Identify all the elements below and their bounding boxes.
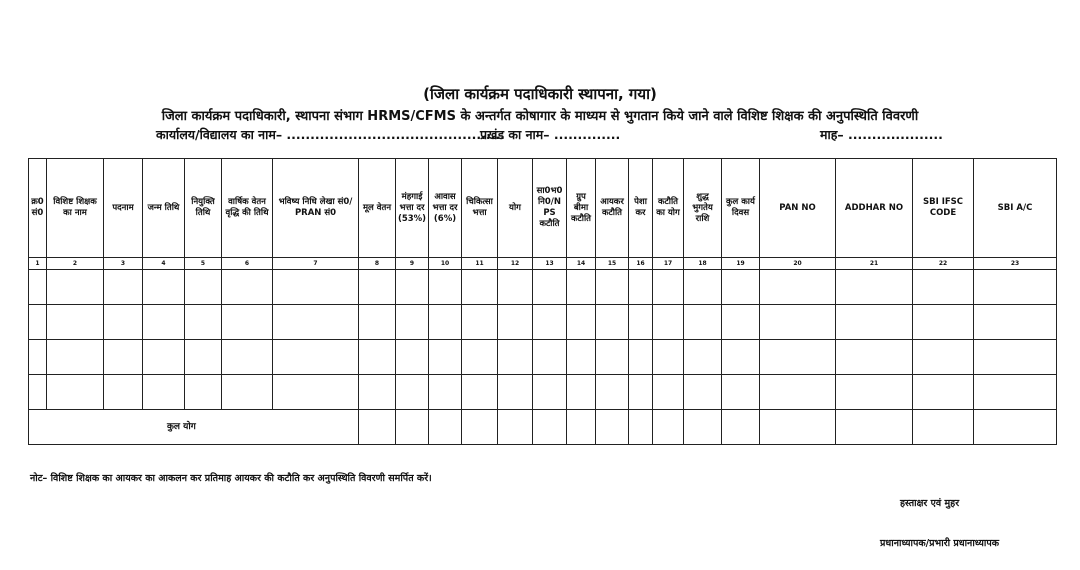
col-header-net-payable: शुद्ध भुगतेय राशि [684,159,722,258]
table-cell[interactable] [143,375,185,410]
col-header-basic-pay: मूल वेतन [359,159,396,258]
table-cell[interactable] [104,375,143,410]
column-number-row [29,258,1057,270]
col-header-hra: आवास भत्ता दर (6%) [429,159,462,258]
table-cell[interactable] [359,305,396,340]
office-name-field: कार्यालय/विद्यालय का नाम– .............................................. [156,127,505,142]
table-cell[interactable] [104,270,143,305]
col-header-birth-date: जन्म तिथि [143,159,185,258]
col-header-account: SBI A/C [974,159,1057,258]
table-cell[interactable] [29,305,47,340]
col-header-group-insurance: ग्रुप बीमा कटौति [567,159,596,258]
col-number: 3 [104,258,143,270]
table-cell[interactable] [47,340,104,375]
form-subtitle: जिला कार्यक्रम पदाधिकारी, स्थापना संभाग HRMS/CFMS के अन्तर्गत कोषागार के माध्यम से भुगतान किये जाने वाले विशिष्ट शिक्षक की अनुपस्थिति विवरणी [161,109,919,124]
table-cell[interactable] [462,375,498,410]
table-cell[interactable] [596,340,629,375]
table-cell[interactable] [596,375,629,410]
month-field: माह– .................... [820,127,943,142]
table-cell[interactable] [836,305,913,340]
table-cell[interactable] [760,340,836,375]
table-cell[interactable] [273,340,359,375]
table-cell[interactable] [629,375,653,410]
table-cell[interactable] [567,375,596,410]
table-cell[interactable] [974,270,1057,305]
table-cell[interactable] [185,375,222,410]
footer-note: नोट– विशिष्ट शिक्षक का आयकर का आकलन कर प्रतिमाह आयकर की कटौति कर अनुपस्थिति विवरणी समर्पित करें। [30,473,432,484]
table-cell[interactable] [462,305,498,340]
table-cell[interactable] [533,340,567,375]
table-cell[interactable] [359,375,396,410]
table-cell[interactable] [273,375,359,410]
table-cell[interactable] [462,270,498,305]
designation-label: प्रधानाध्यापक/प्रभारी प्रधानाध्यापक [880,538,1000,549]
col-number: 15 [596,258,629,270]
table-cell[interactable] [913,305,974,340]
table-cell[interactable] [836,375,913,410]
table-cell[interactable] [498,375,533,410]
table-cell[interactable] [684,305,722,340]
table-cell[interactable] [185,305,222,340]
col-number: 10 [429,258,462,270]
col-header-ifsc: SBI IFSC CODE [913,159,974,258]
col-header-pan: PAN NO [760,159,836,258]
col-number: 7 [273,258,359,270]
table-cell[interactable] [143,340,185,375]
table-cell[interactable] [596,270,629,305]
table-cell[interactable] [684,375,722,410]
table-cell[interactable] [913,270,974,305]
col-number: 4 [143,258,185,270]
table-cell[interactable] [629,410,653,445]
table-row [29,340,1057,375]
table-cell[interactable] [836,410,913,445]
col-header-appointment-date: नियुक्ति तिथि [185,159,222,258]
table-cell[interactable] [396,375,429,410]
block-name-field: प्रखंड का नाम– .............. [480,127,621,142]
table-cell[interactable] [722,375,760,410]
table-cell[interactable] [760,375,836,410]
col-number: 9 [396,258,429,270]
table-cell[interactable] [498,410,533,445]
table-cell[interactable] [684,340,722,375]
col-header-teacher-name: विशिष्ट शिक्षक का नाम [47,159,104,258]
col-number: 18 [684,258,722,270]
col-number: 5 [185,258,222,270]
table-cell[interactable] [222,340,273,375]
table-cell[interactable] [567,410,596,445]
col-number: 2 [47,258,104,270]
table-cell[interactable] [974,340,1057,375]
table-cell[interactable] [836,270,913,305]
total-label: कुल योग [29,410,359,445]
col-number: 22 [913,258,974,270]
col-header-deduction-total: कटौति का योग [653,159,684,258]
table-cell[interactable] [722,340,760,375]
table-cell[interactable] [974,410,1057,445]
table-row [29,375,1057,410]
col-number: 21 [836,258,913,270]
table-cell[interactable] [359,340,396,375]
table-cell[interactable] [143,305,185,340]
table-cell[interactable] [722,305,760,340]
signature-label: हस्ताक्षर एवं मुहर [900,498,960,509]
col-header-total: योग [498,159,533,258]
table-cell[interactable] [104,305,143,340]
table-cell[interactable] [533,410,567,445]
table-cell[interactable] [974,305,1057,340]
col-number: 16 [629,258,653,270]
table-cell[interactable] [498,340,533,375]
table-cell[interactable] [913,340,974,375]
table-cell[interactable] [974,375,1057,410]
table-cell[interactable] [462,340,498,375]
table-cell[interactable] [498,270,533,305]
table-cell[interactable] [185,270,222,305]
col-number: 23 [974,258,1057,270]
col-number: 11 [462,258,498,270]
table-cell[interactable] [222,375,273,410]
table-cell[interactable] [429,410,462,445]
col-header-da: मंहगाई भत्ता दर (53%) [396,159,429,258]
col-number: 17 [653,258,684,270]
table-cell[interactable] [47,270,104,305]
table-cell[interactable] [567,270,596,305]
col-number: 1 [29,258,47,270]
table-cell[interactable] [533,270,567,305]
col-number: 14 [567,258,596,270]
table-cell[interactable] [533,305,567,340]
table-cell[interactable] [396,340,429,375]
header-row [29,159,1057,258]
table-cell[interactable] [143,270,185,305]
table-cell[interactable] [185,340,222,375]
table-cell[interactable] [653,375,684,410]
table-cell[interactable] [359,410,396,445]
table-cell[interactable] [104,340,143,375]
table-cell[interactable] [722,410,760,445]
table-cell[interactable] [47,375,104,410]
col-header-working-days: कुल कार्य दिवस [722,159,760,258]
table-row [29,270,1057,305]
col-header-aadhar: ADDHAR NO [836,159,913,258]
table-cell[interactable] [429,375,462,410]
absence-statement-table [28,158,1057,445]
table-cell[interactable] [222,270,273,305]
col-header-medical: चिकित्सा भत्ता [462,159,498,258]
table-cell[interactable] [836,340,913,375]
col-number: 6 [222,258,273,270]
col-number: 8 [359,258,396,270]
table-cell[interactable] [273,270,359,305]
table-cell[interactable] [596,305,629,340]
table-cell[interactable] [760,305,836,340]
table-cell[interactable] [684,410,722,445]
table-cell[interactable] [567,340,596,375]
col-number: 13 [533,258,567,270]
table-cell[interactable] [29,270,47,305]
table-cell[interactable] [533,375,567,410]
table-cell[interactable] [722,270,760,305]
table-cell[interactable] [396,270,429,305]
table-cell[interactable] [396,305,429,340]
table-cell[interactable] [684,270,722,305]
table-cell[interactable] [462,410,498,445]
table-cell[interactable] [653,305,684,340]
table-cell[interactable] [760,270,836,305]
col-header-professional-tax: पेशा कर [629,159,653,258]
table-cell[interactable] [567,305,596,340]
col-header-designation: पदनाम [104,159,143,258]
col-header-pf-pran: भविष्य निधि लेखा सं0/ PRAN सं0 [273,159,359,258]
table-cell[interactable] [429,340,462,375]
table-cell[interactable] [498,305,533,340]
col-header-nps: सा0भ0 नि0/N PS कटौति [533,159,567,258]
table-cell[interactable] [429,270,462,305]
col-header-income-tax: आयकर कटौति [596,159,629,258]
table-cell[interactable] [760,410,836,445]
table-cell[interactable] [222,305,273,340]
col-header-serial: क्र0 सं0 [29,159,47,258]
table-cell[interactable] [913,375,974,410]
col-header-increment-date: वार्षिक वेतन वृद्धि की तिथि [222,159,273,258]
table-cell[interactable] [629,305,653,340]
table-cell[interactable] [273,305,359,340]
table-cell[interactable] [653,340,684,375]
table-cell[interactable] [913,410,974,445]
table-cell[interactable] [47,305,104,340]
table-cell[interactable] [629,340,653,375]
table-cell[interactable] [653,270,684,305]
table-cell[interactable] [359,270,396,305]
col-number: 19 [722,258,760,270]
table-cell[interactable] [429,305,462,340]
total-row [29,410,1057,445]
table-row [29,305,1057,340]
table-cell[interactable] [396,410,429,445]
table-cell[interactable] [29,375,47,410]
table-cell[interactable] [653,410,684,445]
form-title: (जिला कार्यक्रम पदाधिकारी स्थापना, गया) [423,85,657,103]
table-cell[interactable] [629,270,653,305]
table-cell[interactable] [29,340,47,375]
col-number: 12 [498,258,533,270]
col-number: 20 [760,258,836,270]
table-cell[interactable] [596,410,629,445]
